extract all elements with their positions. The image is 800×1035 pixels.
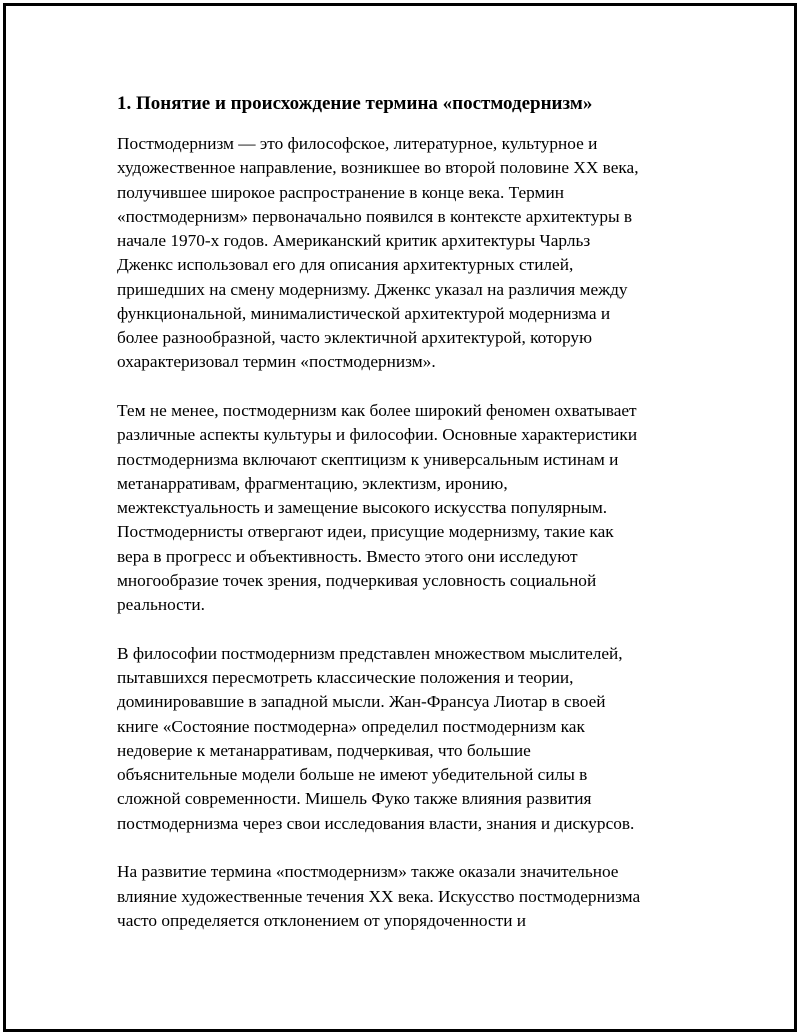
section-heading: 1. Понятие и происхождение термина «постмодернизм» (117, 93, 593, 114)
paragraph-4: На развитие термина «постмодернизм» также оказали значительное влияние художественные течения XX века. Искусство постмодернизма часто определяется отклонением от упорядоченности и (117, 862, 641, 930)
document-body (117, 92, 687, 958)
paragraph-3: В философии постмодернизм представлен множеством мыслителей, пытавшихся пересмотреть классические положения и теории, доминировавшие в западной мысли. Жан-Франсуа Лиотар в своей книге «Состояние постмодерна» определил постмодернизм как недоверие к метанарративам, подчеркивая, что большие объяснительные модели больше не имеют убедительной силы в сложной современности. Мишель Фуко также влияния развития постмодернизма через свои исследования власти, знания и дискурсов. (117, 643, 635, 833)
paragraph-2: Тем не менее, постмодернизм как более широкий феномен охватывает различные аспекты культуры и философии. Основные характеристики постмодернизма включают скептицизм к универсальным истинам и метанарративам, фрагментацию, эклектизм, иронию, межтекстуальность и замещение высокого искусства популярным. Постмодернисты отвергают идеи, присущие модернизму, такие как вера в прогресс и объективность. Вместо этого они исследуют многообразие точек зрения, подчеркивая условность социальной реальности. (117, 401, 638, 614)
paragraph-1: Постмодернизм — это философское, литературное, культурное и художественное направление, возникшее во второй половине XX века, получившее широкое распространение в конце века. Термин «постмодернизм» первоначально появился в контексте архитектуры в начале 1970-х годов. Американский критик архитектуры Чарльз Дженкс использовал его для описания архитектурных стилей, пришедших на смену модернизму. Дженкс указал на различия между функциональной, минималистической архитектурой модернизма и более разнообразной, часто эклектичной архитектурой, которую охарактеризовал термин «постмодернизм». (117, 134, 639, 372)
